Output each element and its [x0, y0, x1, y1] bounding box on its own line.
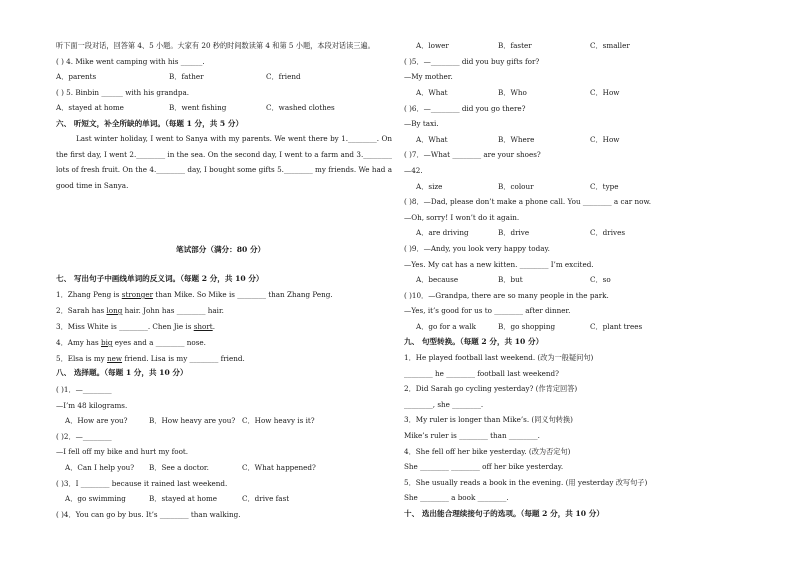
s9-line-3: 2．Did Sarah go cycling yesterday? (作肯定回答) — [404, 384, 578, 393]
section-7-heading: 七、 写出句子中画线单词的反义词。（每题 2 分，共 10 分） — [56, 274, 264, 283]
s9-line-9: 5．She usually reads a book in the evening. (用 yesterday 改写句子) — [404, 478, 648, 487]
section-9-heading: 九、 句型转换。（每题 2 分，共 10 分） — [404, 337, 544, 346]
mc-question-7: ( )7．—What ________ are your shoes? — [404, 150, 541, 159]
mc10-option-c: C．plant trees — [590, 322, 643, 331]
s9-line-1: 1．He played football last weekend. (改为一般疑问句) — [404, 353, 594, 362]
q4-option-b: B．father — [169, 72, 204, 81]
mc10-option-b: B．go shopping — [498, 322, 556, 331]
s9-line-10: She ________ a book ________. — [404, 493, 509, 502]
mc7-option-a: A．size — [416, 182, 443, 191]
mc3-option-b: B．stayed at home — [149, 494, 218, 503]
section-10-heading: 十、 选出能合理续接句子的选项。（每题 2 分，共 10 分） — [404, 509, 604, 518]
mc1-option-b: B．How heavy are you? — [149, 416, 236, 425]
mc-question-5: ( )5．—________ did you buy gifts for? — [404, 57, 540, 66]
mc-question-9-answer: —Yes. My cat has a new kitten. ________ I’m excited. — [404, 260, 594, 269]
mc-question-10: ( )10．—Grandpa, there are so many people in the park. — [404, 291, 609, 300]
mc8-option-c: C．drives — [590, 228, 626, 237]
mc-question-8-answer: —Oh, sorry! I won’t do it again. — [404, 213, 520, 222]
section-6-heading: 六、 听短文，补全所缺的单词。（每题 1 分，共 5 分） — [56, 119, 244, 128]
mc4-option-a: A．lower — [416, 41, 449, 50]
mc-question-4: ( )4．You can go by bus. It’s ________ than walking. — [56, 510, 241, 519]
mc5-option-c: C．How — [590, 88, 620, 97]
s7-item-1: 1．Zhang Peng is stronger than Mike. So Mike is ________ than Zhang Peng. — [56, 290, 333, 299]
q4-option-a: A．parents — [56, 72, 97, 81]
mc2-option-a: A．Can I help you? — [65, 463, 135, 472]
mc8-option-a: A．are driving — [416, 228, 469, 237]
q5-option-a: A．stayed at home — [56, 103, 124, 112]
mc-question-7-answer: —42. — [404, 166, 423, 175]
mc-question-10-answer: —Yes, it’s good for us to ________ after dinner. — [404, 306, 571, 315]
q5-option-c: C．washed clothes — [266, 103, 335, 112]
mc2-option-c: C．What happened? — [242, 463, 316, 472]
q4-option-c: C．friend — [266, 72, 301, 81]
mc-question-2: ( )2．—________ — [56, 432, 112, 441]
mc9-option-b: B．but — [498, 275, 523, 284]
mc-question-2-answer: —I fell off my bike and hurt my foot. — [56, 447, 189, 456]
mc3-option-c: C．drive fast — [242, 494, 290, 503]
mc1-option-a: A．How are you? — [65, 416, 128, 425]
s7-item-3: 3．Miss White is ________. Chen Jie is short. — [56, 322, 215, 331]
mc6-option-b: B．Where — [498, 135, 535, 144]
mc-question-1-answer: —I’m 48 kilograms. — [56, 401, 128, 410]
mc5-option-a: A．What — [416, 88, 448, 97]
question-4: ( ) 4. Mike went camping with his ______. — [56, 57, 205, 66]
listening-passage: Last winter holiday, I went to Sanya with my parents. We went there by 1.________. On the first day, I went 2.________ in the sea. On the second day, I went to a farm and 3.________ lots of fresh fruit. On the 4.________ day, I bought some gifts 5.________ my friends. We had a good time in Sanya. — [56, 134, 392, 190]
question-5: ( ) 5. Binbin ______ with his grandpa. — [56, 88, 190, 97]
mc7-option-b: B．colour — [498, 182, 534, 191]
written-part-title: 笔试部分（满分：80 分） — [176, 245, 266, 254]
mc-question-1: ( )1．—________ — [56, 385, 112, 394]
s9-line-2: ________ he ________ football last weekend? — [404, 369, 560, 378]
mc8-option-b: B．drive — [498, 228, 530, 237]
mc10-option-a: A．go for a walk — [416, 322, 476, 331]
mc9-option-a: A．because — [416, 275, 459, 284]
mc-question-6: ( )6．—________ did you go there? — [404, 104, 526, 113]
mc2-option-b: B．See a doctor. — [149, 463, 209, 472]
mc7-option-c: C．type — [590, 182, 619, 191]
mc9-option-c: C．so — [590, 275, 611, 284]
s9-line-6: Mike’s ruler is ________ than ________. — [404, 431, 540, 440]
s9-line-7: 4．She fell off her bike yesterday. (改为否定句) — [404, 447, 571, 456]
mc6-option-c: C．How — [590, 135, 620, 144]
s7-item-5: 5．Elsa is my new friend. Lisa is my ________ friend. — [56, 354, 245, 363]
mc4-option-c: C．smaller — [590, 41, 630, 50]
mc-question-5-answer: —My mother. — [404, 72, 453, 81]
s9-line-5: 3．My ruler is longer than Mike’s. (同义句转换) — [404, 415, 573, 424]
mc-question-6-answer: —By taxi. — [404, 119, 439, 128]
mc3-option-a: A．go swimming — [65, 494, 126, 503]
mc-question-8: ( )8．—Dad, please don’t make a phone call. You ________ a car now. — [404, 197, 652, 206]
mc6-option-a: A．What — [416, 135, 448, 144]
s9-line-4: ________, she ________. — [404, 400, 484, 409]
s9-line-8: She ________ ________ off her bike yesterday. — [404, 462, 564, 471]
mc4-option-b: B．faster — [498, 41, 532, 50]
mc-question-9: ( )9．—Andy, you look very happy today. — [404, 244, 550, 253]
s7-item-2: 2．Sarah has long hair. John has ________ hair. — [56, 306, 224, 315]
q5-option-b: B．went fishing — [169, 103, 227, 112]
s7-item-4: 4．Amy has big eyes and a ________ nose. — [56, 338, 206, 347]
mc-question-3: ( )3．I ________ because it rained last weekend. — [56, 479, 228, 488]
section-8-heading: 八、 选择题。（每题 1 分，共 10 分） — [56, 368, 188, 377]
mc1-option-c: C．How heavy is it? — [242, 416, 315, 425]
listening-intro: 听下面一段对话，回答第 4、5 小题。大家有 20 秒的时间数读第 4 和第 5 小题，本段对话读三遍。 — [56, 41, 375, 50]
mc5-option-b: B．Who — [498, 88, 527, 97]
